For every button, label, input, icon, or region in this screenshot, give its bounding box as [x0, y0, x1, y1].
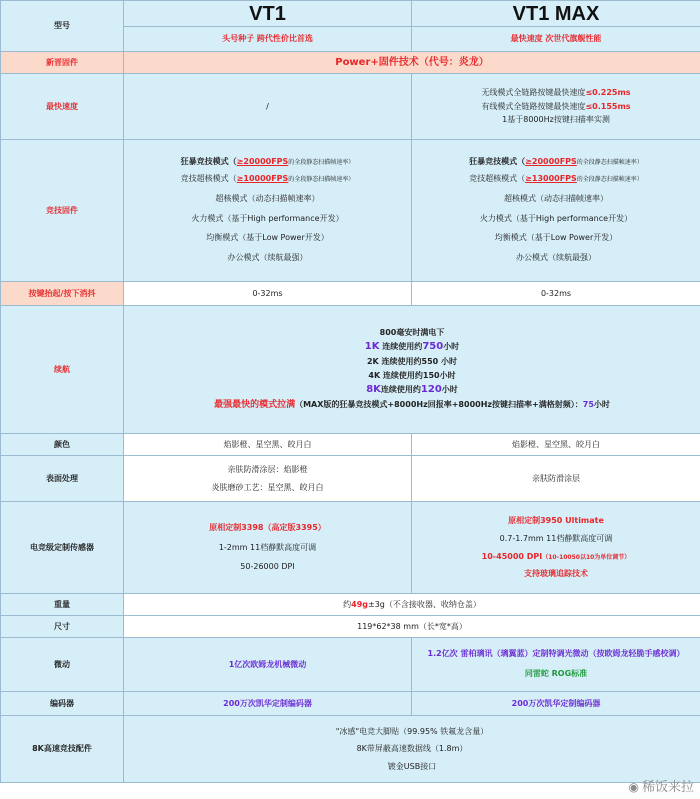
sensor-vt1-dpi: 50-26000 DPI	[240, 562, 295, 572]
label-size: 尺寸	[1, 616, 124, 638]
max-mode-frenzy	[415, 154, 697, 170]
battery-4k: 4K 连续使用约150小时	[368, 370, 456, 380]
label-battery: 续航	[1, 306, 124, 434]
row-encoder	[1, 692, 700, 716]
size-value: 119*62*38 mm（长*宽*高）	[124, 616, 700, 638]
mode-frenzy-name: 狂暴竞技模式（	[180, 156, 237, 166]
speed-max-wireless	[415, 86, 697, 100]
encoder-vt1: 200万次凯华定制编码器	[124, 692, 412, 716]
surface-max: 亲肤防滑涂层	[412, 456, 700, 502]
sensor-max-dpi-note: （10-10050以10为单位调节）	[542, 553, 631, 561]
mode-sc-name: 竞技超核模式（	[180, 174, 237, 184]
label-microswitch: 微动	[1, 638, 124, 692]
accessory-cable: 8K带屏蔽高速数据线（1.8m）	[356, 744, 468, 754]
accessory-usb: 镀金USB接口	[387, 761, 437, 771]
label-color: 颜色	[1, 434, 124, 456]
speed-max-wired	[415, 100, 697, 114]
watermark-text: 稀饭来拉	[641, 780, 694, 795]
debounce-vt1: 0-32ms	[124, 282, 412, 306]
accessories-value	[124, 716, 700, 783]
max-mode-supercore: 超核模式（动态扫描帧速率）	[504, 193, 608, 203]
battery-value	[124, 306, 700, 434]
battery-8k-unit: 小时	[441, 385, 458, 395]
new-firmware-value: Power+固件技术（代号：炎龙）	[124, 52, 700, 74]
mode-sc-note: 的全段静态扫描帧速率）	[288, 176, 355, 184]
debounce-max: 0-32ms	[412, 282, 700, 306]
battery-2k: 2K 连续使用约550 小时	[366, 357, 458, 367]
battery-max-mode-hours: 75	[582, 400, 594, 410]
battery-8k	[127, 382, 697, 398]
battery-max-mode-desc: （MAX版的狂暴竞技模式+8000Hz回报率+8000Hz按键扫描率+满格射频）：	[295, 400, 583, 410]
speed-wired-text: 有线模式全链路按键最快速度	[481, 101, 586, 111]
max-mode-frenzy-fps: ≥20000FPS	[525, 156, 577, 166]
tagline-vt1max	[412, 27, 700, 52]
tagline-max-rest: 次世代旗舰性能	[545, 34, 602, 44]
mode-firepower: 火力模式（基于High performance开发）	[191, 213, 344, 223]
sensor-max-dpi-range: 10-45000 DPI	[481, 551, 543, 561]
microswitch-vt1: 1亿次欧姆龙机械微动	[124, 638, 412, 692]
max-mode-balanced: 均衡模式（基于Low Power开发）	[494, 233, 618, 243]
row-speed	[1, 74, 700, 140]
mode-balanced: 均衡模式（基于Low Power开发）	[206, 233, 329, 243]
speed-wired-value: ≤0.155ms	[585, 101, 631, 111]
battery-1k-rate: 1K	[364, 341, 380, 353]
speed-wireless-text: 无线模式全链路按键最快速度	[481, 88, 586, 98]
battery-8k-rate: 8K	[366, 384, 381, 396]
battery-1k	[127, 339, 697, 355]
label-new-firmware: 新晋固件	[1, 52, 124, 74]
label-model: 型号	[1, 1, 124, 52]
row-weight	[1, 594, 700, 616]
row-surface	[1, 456, 700, 502]
row-competitive	[1, 140, 700, 282]
max-mode-supercore-competitive	[415, 169, 697, 189]
weight-number: 49g	[351, 599, 368, 609]
battery-1k-hours: 750	[422, 341, 444, 353]
microswitch-max-model: 1.2亿次 雷柏璃讯（璃翼蓝）定制特调光微动（按欧姆龙轻脆手感校调）	[427, 648, 685, 658]
header-vt1max: VT1 MAX	[412, 1, 700, 27]
max-mode-office: 办公模式（续航最强）	[516, 252, 596, 262]
sensor-vt1-lod: 1-2mm 11档静默高度可调	[218, 542, 317, 552]
label-weight: 重量	[1, 594, 124, 616]
speed-max	[412, 74, 700, 140]
surface-vt1	[124, 456, 412, 502]
sensor-max-model: 原相定制3950 Ultimate	[508, 516, 604, 526]
battery-8k-hours: 120	[420, 384, 442, 396]
microswitch-max-standard: 同雷蛇 ROG标准	[524, 668, 588, 678]
competitive-vt1	[124, 140, 412, 282]
battery-8k-text: 连续使用约	[380, 385, 421, 395]
tagline-vt1: 头号种子 跨代性价比首选	[124, 27, 412, 52]
max-mode-firepower: 火力模式（基于High performance开发）	[479, 213, 633, 223]
row-new-firmware	[1, 52, 700, 74]
row-sensor	[1, 502, 700, 594]
competitive-max	[412, 140, 700, 282]
label-surface: 表面处理	[1, 456, 124, 502]
battery-max-mode-unit: 小时	[593, 400, 610, 410]
max-mode-frenzy-name: 狂暴竞技模式（	[469, 156, 526, 166]
label-debounce: 按键抬起/按下消抖	[1, 282, 124, 306]
mode-supercore-competitive	[127, 169, 408, 189]
speed-max-note: 1基于8000Hz按键扫描率实测	[502, 115, 610, 125]
max-mode-sc-name: 竞技超核模式（	[469, 174, 526, 184]
sensor-max-dpi	[415, 548, 697, 566]
battery-max-mode	[127, 398, 697, 413]
sensor-vt1	[124, 502, 412, 594]
row-microswitch	[1, 638, 700, 692]
microswitch-max	[412, 638, 700, 692]
row-battery	[1, 306, 700, 434]
speed-vt1: /	[124, 74, 412, 140]
battery-capacity: 800毫安时满电下	[379, 327, 445, 337]
surface-vt1-matte: 炎肤磨砂工艺：星空黑、皎月白	[211, 482, 324, 492]
label-accessories: 8K高速竞技配件	[1, 716, 124, 783]
tagline-max-fast: 最快速度	[510, 34, 543, 44]
max-mode-sc-fps: ≥13000FPS	[525, 174, 577, 184]
watermark	[629, 776, 695, 795]
sensor-max	[412, 502, 700, 594]
mode-supercore: 超核模式（动态扫描帧速率）	[215, 193, 320, 203]
mode-frenzy	[127, 154, 408, 170]
header-vt1: VT1	[124, 1, 412, 27]
sensor-vt1-model: 原相定制3398（高定版3395）	[209, 523, 326, 533]
max-mode-sc-note: 的全段静态扫描帧速率）	[576, 176, 643, 184]
mode-frenzy-fps: ≥20000FPS	[236, 156, 289, 166]
row-debounce	[1, 282, 700, 306]
row-model	[1, 1, 700, 27]
battery-1k-text: 连续使用约	[379, 342, 423, 352]
surface-vt1-coating: 亲肤防滑涂层：焰影橙	[227, 464, 308, 474]
mode-frenzy-note: 的全段静态扫描帧速率）	[288, 158, 355, 166]
label-sensor: 电竞级定制传感器	[1, 502, 124, 594]
label-encoder: 编码器	[1, 692, 124, 716]
battery-1k-unit: 小时	[443, 342, 460, 352]
weight-suffix: ±3g（不含接收器、收纳仓盖）	[367, 599, 481, 609]
row-accessories	[1, 716, 700, 783]
label-speed: 最快速度	[1, 74, 124, 140]
encoder-max: 200万次凯华定制编码器	[412, 692, 700, 716]
weight-value	[124, 594, 700, 616]
row-size	[1, 616, 700, 638]
row-color	[1, 434, 700, 456]
color-max: 焰影橙、星空黑、皎月白	[412, 434, 700, 456]
mode-sc-fps: ≥10000FPS	[236, 174, 289, 184]
weibo-icon: ◉	[628, 780, 639, 794]
battery-max-mode-title: 最强最快的模式拉满	[214, 400, 296, 411]
accessory-feet: "冰感"电竞大脚贴（99.95% 铁氟龙含量）	[335, 726, 489, 736]
speed-wireless-value: ≤0.225ms	[585, 88, 631, 98]
color-vt1: 焰影橙、星空黑、皎月白	[124, 434, 412, 456]
weight-prefix: 约	[343, 599, 352, 609]
max-mode-frenzy-note: 的全段静态扫描帧速率）	[576, 158, 643, 166]
mode-office: 办公模式（续航最强）	[227, 252, 308, 262]
sensor-max-glass: 支持玻璃追踪技术	[524, 569, 588, 579]
label-competitive: 竞技固件	[1, 140, 124, 282]
sensor-max-lod: 0.7-1.7mm 11档静默高度可调	[499, 533, 613, 543]
